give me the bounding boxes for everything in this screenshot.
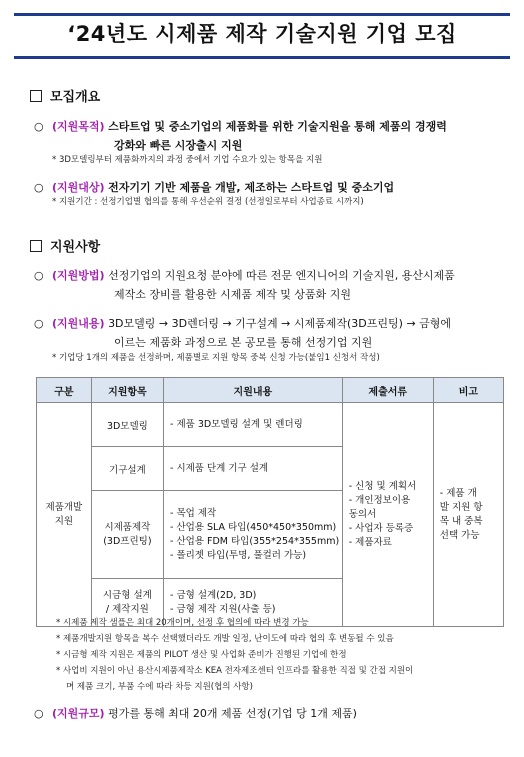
title-area (0, 0, 524, 62)
table-header-row (37, 378, 504, 403)
target-item: ○ (지원대상) 전자기기 기반 제품을 개발, 제조하는 스타트업 및 중소기업 (34, 181, 395, 194)
method-item: ○ (지원방법) 선정기업의 지원요청 분야에 따른 전문 엔지니어의 기술지원, 용산시제품 제작소 장비를 활용한 시제품 제작 및 상품화 지원 (34, 269, 455, 301)
header-category: 구분 (37, 378, 92, 403)
title-top-rule (14, 13, 510, 16)
section-heading-support: 지원사항 (30, 236, 100, 255)
content-cell: - 제품 3D모델링 설계 및 렌더링 (164, 403, 343, 447)
title-bottom-rule (14, 56, 510, 59)
section-heading-overview: 모집개요 (30, 86, 100, 105)
category-cell: 제품개발 지원 (37, 403, 92, 627)
table-note: * 제품개발지원 항목을 복수 선택했더라도 개발 일정, 난이도에 따라 협의 후 변동될 수 있음 (56, 634, 394, 644)
header-content: 지원내용 (164, 378, 343, 403)
content-item: ○ (지원내용) 3D모델링 → 3D렌더링 → 기구설계 → 시제품제작(3D프린팅) → 금형에 이르는 제품화 과정으로 본 공모를 통해 선정기업 지원 (34, 317, 452, 349)
page-title: ‘24년도 시제품 제작 기술지원 기업 모집 (67, 22, 457, 46)
target-note: * 지원기간 : 선정기업별 협의를 통해 우선순위 결정 (선정일로부터 사업종료 시까지) (52, 197, 364, 207)
purpose-item: ○ (지원목적) 스타트업 및 중소기업의 제품화를 위한 기술지원을 통해 제품의 경쟁력 강화와 빠른 시장출시 지원 (34, 120, 447, 152)
support-table (36, 377, 504, 627)
scale-item: ○ (지원규모) 평가를 통해 최대 20개 제품 선정(기업 당 1개 제품) (34, 707, 357, 720)
content-cell: - 목업 제작 - 산업용 SLA 타입(450*450*350mm) - 산업용 FDM 타입(355*254*355mm) - 폴리젯 타입(투명, 풀컬러 가능) (164, 491, 343, 579)
table-note: * 시제품 제작 샘플은 최대 20개이며, 선정 후 협의에 따라 변경 가능 (56, 618, 309, 628)
item-cell: 시금형 설계 / 제작지원 (91, 579, 163, 627)
header-remarks: 비고 (433, 378, 503, 403)
table-note: * 사업비 지원이 아닌 용산시제품제작소 KEA 전자제조센터 인프라를 활용한 직접 및 간접 지원이 (56, 666, 414, 676)
table-row (37, 403, 504, 447)
table-note: * 시금형 제작 지원은 제품의 PILOT 생산 및 사업화 준비가 진행된 기업에 한정 (56, 650, 347, 660)
item-cell: 시제품제작 (3D프린팅) (91, 491, 163, 579)
content-note: * 기업당 1개의 제품을 선정하며, 제품별로 지원 항목 중복 신청 가능(붙임1 신청서 작성) (52, 353, 380, 363)
square-bullet-icon (30, 90, 42, 102)
content-cell: - 금형 설계(2D, 3D) - 금형 제작 지원(사출 등) (164, 579, 343, 627)
purpose-note: * 3D모델링부터 제품화까지의 과정 중에서 기업 수요가 있는 항목을 지원 (52, 155, 323, 165)
documents-cell: - 신청 및 계획서 - 개인정보이용 동의서 - 사업자 등록증 - 제품자료 (342, 403, 433, 627)
header-documents: 제출서류 (342, 378, 433, 403)
remarks-cell: - 제품 개 발 지원 항 목 내 중복 선택 가능 (433, 403, 503, 627)
table-note: 며 제품 크기, 부품 수에 따라 차등 지원(협의 사항) (66, 682, 253, 692)
header-item: 지원항목 (91, 378, 163, 403)
item-cell: 3D모델링 (91, 403, 163, 447)
content-cell: - 시제품 단계 기구 설계 (164, 447, 343, 491)
item-cell: 기구설계 (91, 447, 163, 491)
square-bullet-icon (30, 240, 42, 252)
